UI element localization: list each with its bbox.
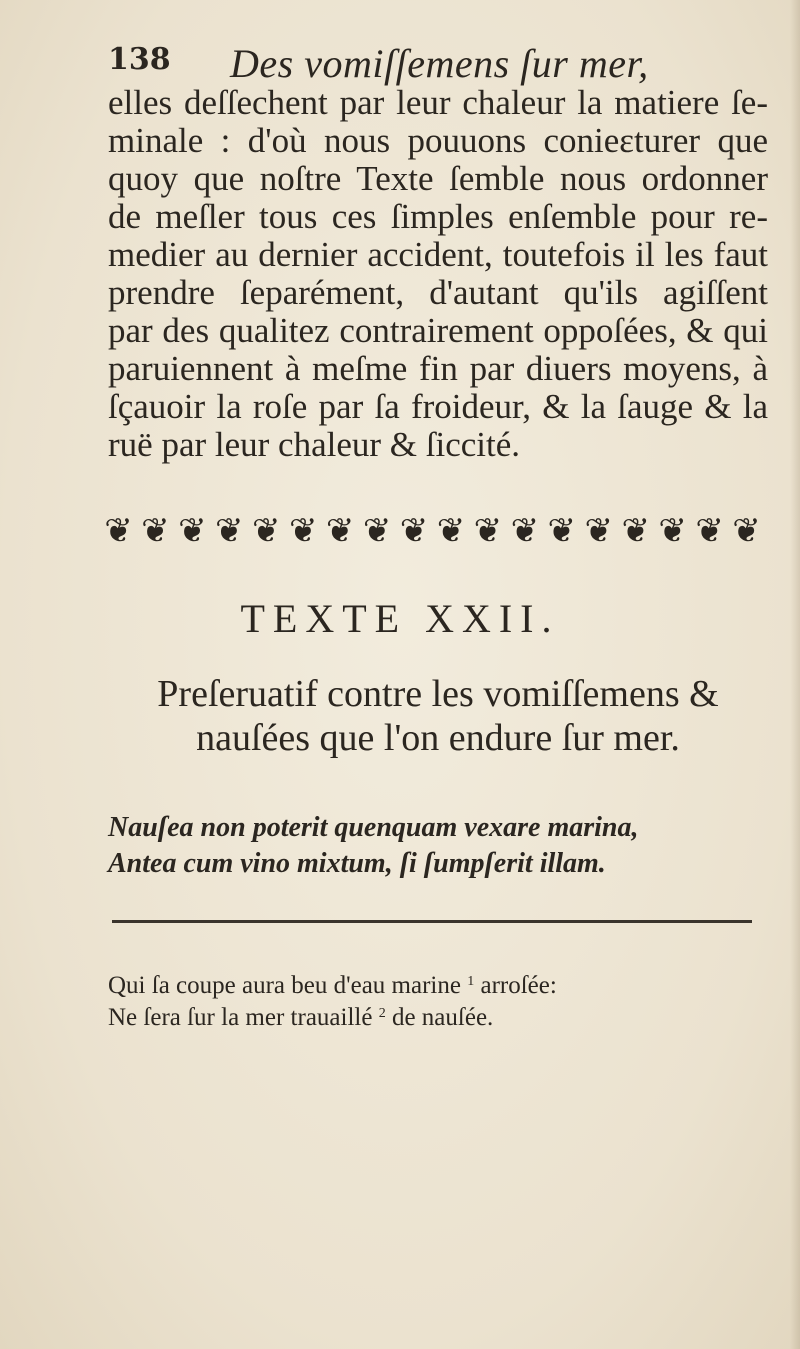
latin-line: Antea cum vino mixtum, ſi ſumpſerit illam.: [108, 848, 606, 879]
body-line: par des qualitez contrairement oppoſées, & qui: [108, 311, 768, 350]
verse-text: de nauſée.: [385, 1004, 494, 1031]
page-number: 138: [108, 42, 171, 77]
body-line: elles deſſechent par leur chaleur la matiere ſe-: [108, 83, 768, 122]
fleuron-icon: ❦: [584, 511, 614, 550]
heading-line-2: nauſées que l'on endure ſur mer.: [196, 717, 680, 759]
fleuron-icon: ❦: [695, 511, 724, 550]
fleuron-icon: ❦: [399, 511, 429, 550]
heading-line-1: Preſeruatif contre les vomiſſemens &: [157, 673, 719, 715]
verse-text: Ne ſera ſur la mer trauaillé: [108, 1004, 379, 1031]
fleuron-icon: ❦: [325, 511, 355, 550]
fleuron-icon: ❦: [362, 511, 392, 550]
body-line: ſçauoir la roſe par ſa froideur, & la ſauge & la: [108, 387, 768, 426]
french-verse: [108, 968, 768, 1032]
body-paragraph: [108, 84, 768, 464]
fleuron-icon: ❦: [252, 511, 281, 550]
fleuron-icon: ❦: [141, 511, 170, 550]
page-edge-shadow: [790, 0, 800, 1349]
body-line: medier au dernier accident, toutefois il les faut: [108, 235, 768, 274]
fleuron-icon: ❦: [178, 511, 207, 550]
fleuron-icon: ❦: [658, 511, 687, 550]
verse-text: Qui ſa coupe aura beu d'eau marine: [108, 972, 468, 999]
footnote-marker: 2: [378, 1006, 386, 1021]
body-line: de meſler tous ces ſimples enſemble pour re-: [108, 197, 768, 236]
latin-verse: [108, 810, 768, 882]
section-title: TEXTE XXII.: [240, 596, 560, 641]
verse-text: arroſée:: [474, 972, 557, 999]
verse-line-2: [108, 1000, 768, 1032]
footnote-marker: 1: [467, 974, 475, 989]
body-line: minale : d'où nous pouuons conieɛturer que: [108, 121, 768, 160]
verse-line-1: [108, 968, 768, 1000]
body-line: ruë par leur chaleur & ſiccité.: [108, 425, 521, 464]
fleuron-icon: ❦: [436, 511, 466, 550]
section-heading: [108, 672, 768, 760]
fleuron-icon: ❦: [473, 511, 503, 550]
body-line: quoy que noſtre Texte ſemble nous ordonner: [108, 159, 768, 198]
fleuron-icon: ❦: [732, 511, 761, 550]
fleuron-icon: ❦: [215, 511, 244, 550]
fleuron-icon: ❦: [547, 511, 577, 550]
latin-line: Nauſea non poterit quenquam vexare marina,: [108, 812, 639, 843]
running-title: Des vomiſſemens ſur mer,: [230, 41, 649, 86]
divider-rule: [112, 920, 752, 923]
ornament-band: [100, 510, 765, 550]
fleuron-icon: ❦: [621, 511, 650, 550]
body-line: prendre ſeparément, d'autant qu'ils agiſſent: [108, 273, 768, 312]
fleuron-icon: ❦: [104, 511, 133, 550]
fleuron-icon: ❦: [288, 511, 318, 550]
fleuron-icon: ❦: [510, 511, 540, 550]
body-line: paruiennent à meſme fin par diuers moyens, à: [108, 349, 768, 388]
